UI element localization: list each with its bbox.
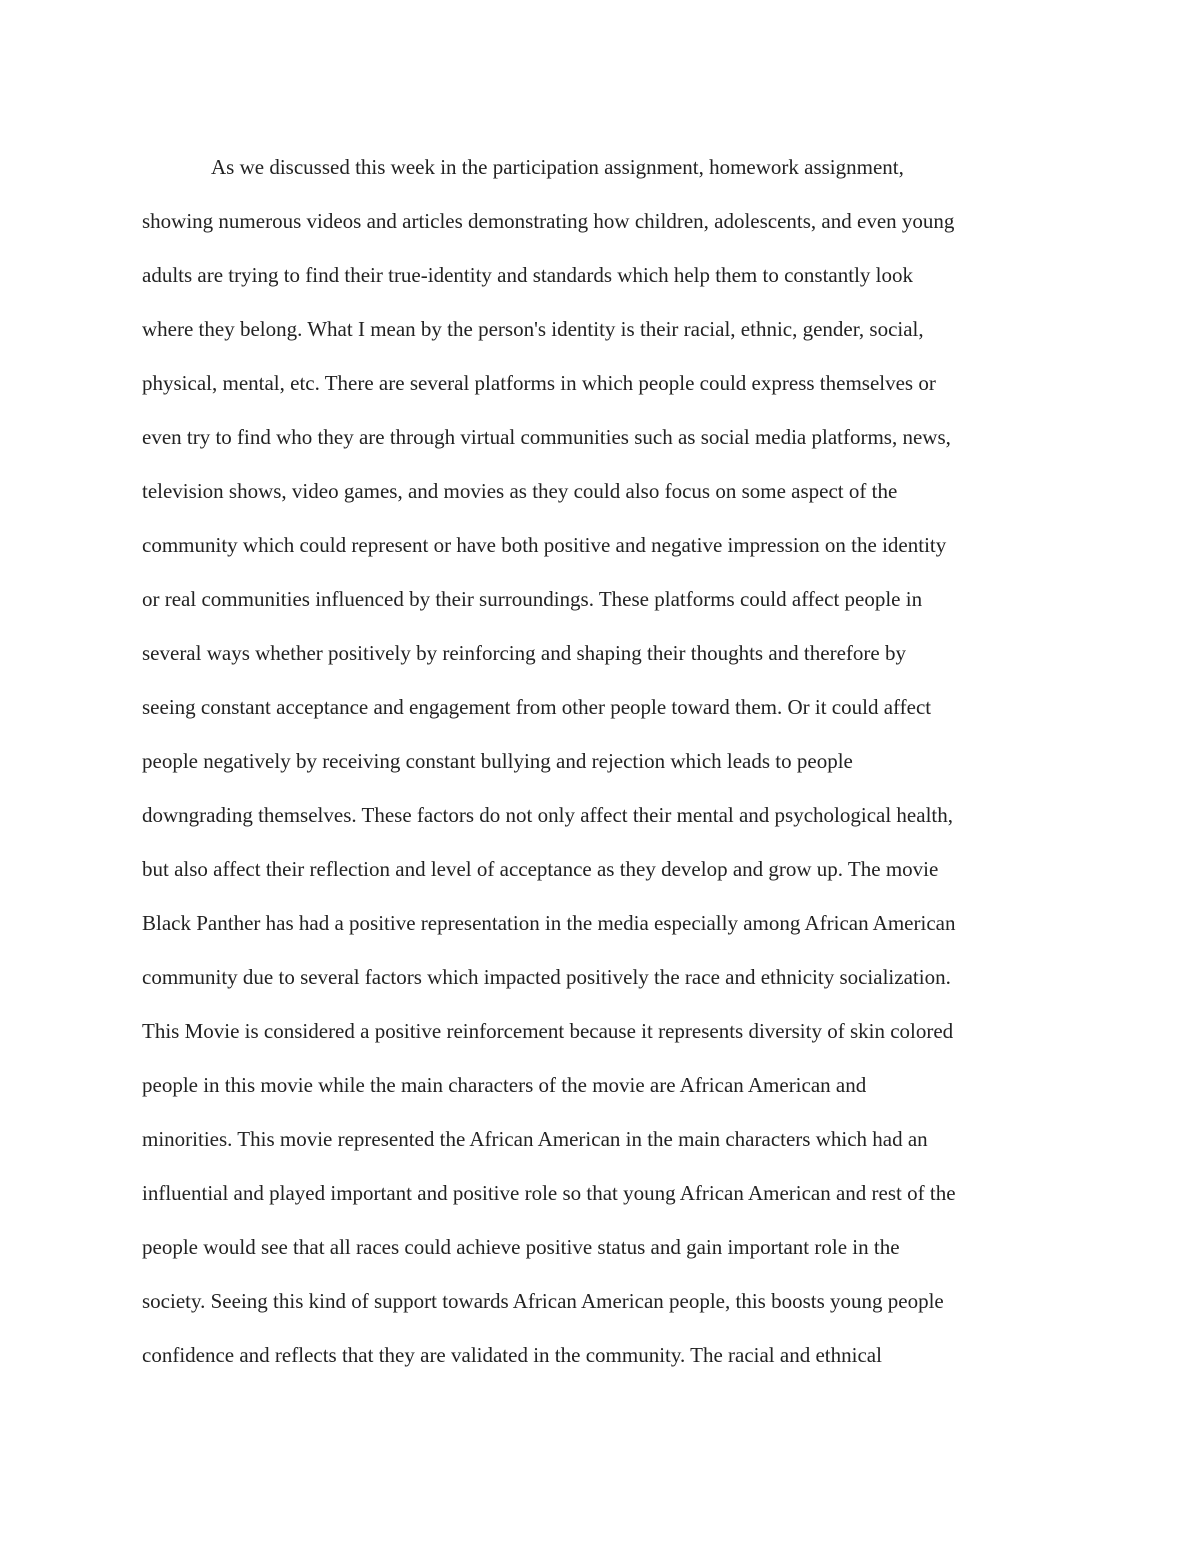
paragraph-line: As we discussed this week in the participation assignment, homework assignment, — [211, 155, 904, 179]
paragraph-line: people would see that all races could achieve positive status and gain important role in the — [142, 1235, 900, 1259]
paragraph-line: or real communities influenced by their surroundings. These platforms could affect people in — [142, 587, 923, 611]
paragraph-line: several ways whether positively by reinforcing and shaping their thoughts and therefore by — [142, 641, 906, 665]
paragraph-line: influential and played important and positive role so that young African American and rest of the — [142, 1181, 956, 1205]
paragraph-line: confidence and reflects that they are validated in the community. The racial and ethnical — [142, 1343, 882, 1367]
paragraph-line: showing numerous videos and articles demonstrating how children, adolescents, and even young — [142, 209, 955, 233]
paragraph-line: downgrading themselves. These factors do not only affect their mental and psychological health, — [142, 803, 953, 827]
paragraph-line: seeing constant acceptance and engagement from other people toward them. Or it could affect — [142, 695, 932, 719]
paragraph-line: Black Panther has had a positive representation in the media especially among African American — [142, 911, 956, 935]
paragraph-line: adults are trying to find their true-identity and standards which help them to constantly look — [142, 263, 913, 287]
paragraph-line: society. Seeing this kind of support towards African American people, this boosts young people — [142, 1289, 944, 1313]
paragraph-line: where they belong. What I mean by the person's identity is their racial, ethnic, gender, social, — [142, 317, 924, 341]
paragraph-line: This Movie is considered a positive reinforcement because it represents diversity of skin colored — [142, 1019, 954, 1043]
paragraph-line: minorities. This movie represented the African American in the main characters which had an — [142, 1127, 928, 1151]
paragraph-line: even try to find who they are through virtual communities such as social media platforms, news, — [142, 425, 951, 449]
essay-paragraph — [142, 140, 1062, 1382]
paragraph-line: community which could represent or have both positive and negative impression on the identity — [142, 533, 947, 557]
paragraph-line: physical, mental, etc. There are several platforms in which people could express themselves or — [142, 371, 936, 395]
paragraph-line: people negatively by receiving constant bullying and rejection which leads to people — [142, 749, 853, 773]
paragraph-line: but also affect their reflection and level of acceptance as they develop and grow up. The movie — [142, 857, 939, 881]
paragraph-line: community due to several factors which impacted positively the race and ethnicity socialization. — [142, 965, 951, 989]
paragraph-line: television shows, video games, and movies as they could also focus on some aspect of the — [142, 479, 898, 503]
paragraph-line: people in this movie while the main characters of the movie are African American and — [142, 1073, 867, 1097]
